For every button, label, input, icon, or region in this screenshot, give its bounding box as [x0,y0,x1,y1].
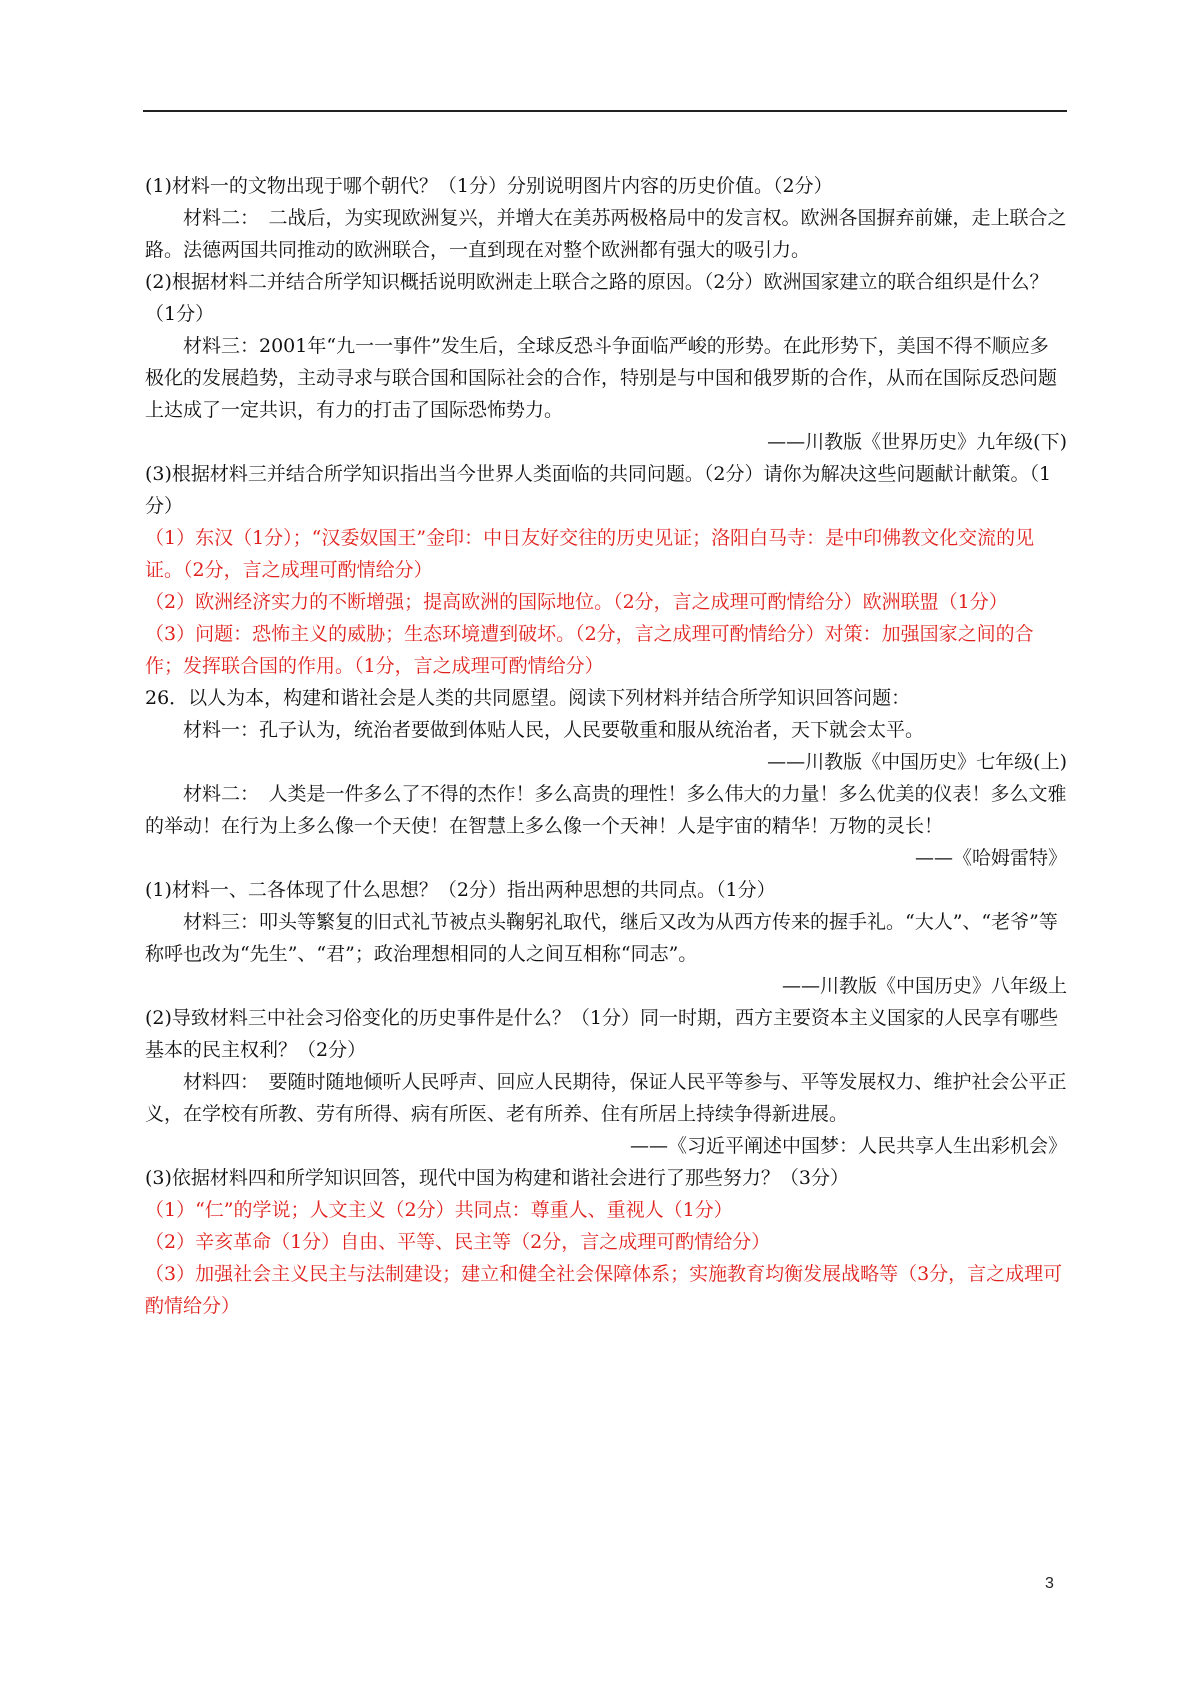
q26-material3-source: ——川教版《中国历史》八年级上 [781,975,1067,997]
q25-answer2: （2）欧洲经济实力的不断增强；提高欧洲的国际地位。（2分，言之成理可酌情给分）欧洲联盟（1分） [145,591,1008,613]
q25-sub3-question: (3)根据材料三并结合所学知识指出当今世界人类面临的共同问题。（2分）请你为解决这些问题献计献策。（1分） [145,463,1052,517]
header-rule [143,110,1067,112]
q26-material4: 材料四： 要随时随地倾听人民呼声、回应人民期待，保证人民平等参与、平等发展权力、维护社会公平正义，在学校有所教、劳有所得、病有所医、老有所养、住有所居上持续争得新进展。 [145,1071,1067,1125]
q25-material3: 材料三：2001年“九一一事件”发生后，全球反恐斗争面临严峻的形势。在此形势下，美国不得不顺应多极化的发展趋势，主动寻求与联合国和国际社会的合作，特别是与中国和俄罗斯的合作，从而在国际反恐问题上达成了一定共识，有力的打击了国际恐怖势力。 [145,335,1058,421]
document-body [145,170,1067,1322]
q26-material4-source: ——《习近平阐述中国梦：人民共享人生出彩机会》 [629,1135,1067,1157]
q26-sub1-question: (1)材料一、二各体现了什么思想？（2分）指出两种思想的共同点。（1分） [145,879,776,901]
q26-stem: 26．以人为本，构建和谐社会是人类的共同愿望。阅读下列材料并结合所学知识回答问题： [145,687,911,709]
q26-material3: 材料三：叩头等繁复的旧式礼节被点头鞠躬礼取代，继后又改为从西方传来的握手礼。“大人”、“老爷”等称呼也改为“先生”、“君”；政治理想相同的人之间互相称“同志”。 [145,911,1058,965]
q26-material1-source: ——川教版《中国历史》七年级(上) [767,751,1067,773]
q25-sub1-question: (1)材料一的文物出现于哪个朝代？（1分）分别说明图片内容的历史价值。（2分） [145,175,833,197]
q26-answer2: （2）辛亥革命（1分）自由、平等、民主等（2分，言之成理可酌情给分） [145,1231,771,1253]
q25-material2: 材料二： 二战后，为实现欧洲复兴，并增大在美苏两极格局中的发言权。欧洲各国摒弃前嫌，走上联合之路。法德两国共同推动的欧洲联合，一直到现在对整个欧洲都有强大的吸引力。 [145,207,1067,261]
q26-sub3-question: (3)依据材料四和所学知识回答，现代中国为构建和谐社会进行了那些努力？（3分） [145,1167,850,1189]
q26-material2: 材料二： 人类是一件多么了不得的杰作！多么高贵的理性！多么伟大的力量！多么优美的仪表！多么文雅的举动！在行为上多么像一个天使！在智慧上多么像一个天神！人是宇宙的精华！万物的灵长！ [145,783,1067,837]
q26-answer3: （3）加强社会主义民主与法制建设；建立和健全社会保障体系；实施教育均衡发展战略等（3分，言之成理可酌情给分） [145,1263,1063,1317]
q26-material1: 材料一：孔子认为，统治者要做到体贴人民，人民要敬重和服从统治者，天下就会太平。 [183,719,925,741]
q25-answer1: （1）东汉（1分）；“汉委奴国王”金印：中日友好交往的历史见证；洛阳白马寺：是中印佛教文化交流的见证。（2分，言之成理可酌情给分） [145,527,1035,581]
q26-sub2-question: (2)导致材料三中社会习俗变化的历史事件是什么？（1分）同一时期，西方主要资本主义国家的人民享有哪些基本的民主权利？（2分） [145,1007,1059,1061]
q25-material3-source: ——川教版《世界历史》九年级(下) [767,431,1067,453]
q25-sub2-question: (2)根据材料二并结合所学知识概括说明欧洲走上联合之路的原因。（2分）欧洲国家建立的联合组织是什么？（1分） [145,271,1049,325]
page-number: 3 [1045,1575,1054,1592]
q25-answer3: （3）问题：恐怖主义的威胁；生态环境遭到破坏。（2分，言之成理可酌情给分）对策：加强国家之间的合作；发挥联合国的作用。（1分，言之成理可酌情给分） [145,623,1034,677]
q26-answer1: （1）“仁”的学说；人文主义（2分）共同点：尊重人、重视人（1分） [145,1199,733,1221]
q26-material2-source: ——《哈姆雷特》 [914,847,1067,869]
